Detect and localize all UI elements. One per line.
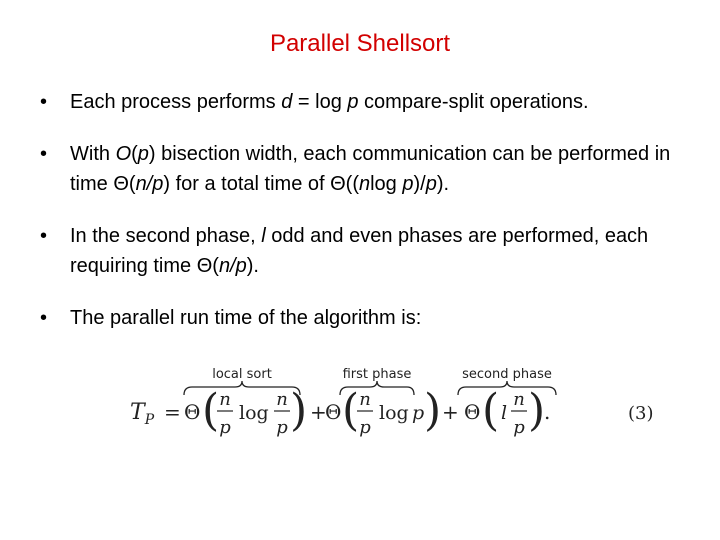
eq-num-n-3: n — [359, 389, 371, 410]
bullet-item — [0, 303, 700, 333]
bullet-italic-text: p — [425, 173, 437, 195]
bullet-dot: • — [40, 91, 48, 113]
eq-num-n-1: n — [219, 389, 231, 410]
eq-period: . — [544, 400, 551, 424]
bullet-text — [70, 225, 648, 277]
eq-paren-open-1: ( — [202, 385, 220, 436]
bullet-italic-text: O — [115, 143, 132, 165]
slide-title: Parallel Shellsort — [269, 30, 451, 57]
bullet-text-run: odd and even phases are performed, each requiring time Θ( — [70, 225, 649, 277]
bullet-text-run: With — [70, 143, 116, 165]
eq-paren-open-2: ( — [342, 385, 360, 436]
brace-label-first-phase: first phase — [342, 367, 412, 382]
bullet-text-run: In the second phase, — [70, 225, 262, 247]
bullet-item — [0, 87, 700, 117]
eq-paren-close-2: ) — [424, 385, 442, 436]
bullet-text-run: ). — [436, 173, 450, 195]
bullet-text-run: ) bisection width, each communication can be performed in time Θ( — [70, 143, 671, 195]
bullet-text-run: log — [370, 173, 403, 195]
eq-l: l — [501, 402, 508, 424]
eq-den-p-2: p — [276, 417, 288, 438]
eq-plus-2: + — [442, 400, 459, 424]
eq-paren-close-3: ) — [528, 385, 546, 436]
eq-den-p-1: p — [219, 417, 231, 438]
eq-num-n-2: n — [276, 389, 288, 410]
bullet-text-run: )/ — [413, 173, 426, 195]
eq-log-1: log — [239, 402, 269, 424]
bullet-text-run: The parallel run time of the algorithm is: — [70, 307, 422, 329]
bullet-italic-text: n — [358, 173, 371, 195]
bullet-text — [70, 307, 421, 329]
bullet-text-run: = log — [292, 91, 348, 113]
eq-log-2: log — [379, 402, 409, 424]
bullet-italic-text: l — [261, 225, 266, 247]
brace-label-local-sort: local sort — [212, 367, 272, 382]
bullet-text — [70, 91, 589, 113]
bullet-italic-text: p — [137, 143, 149, 165]
eq-den-p-4: p — [513, 417, 525, 438]
eq-theta-2: Θ — [325, 400, 342, 424]
eq-plus-1: + — [310, 400, 327, 424]
bullet-italic-text: d — [281, 91, 293, 113]
bullet-italic-text: p — [347, 91, 359, 113]
brace-label-second-phase: second phase — [462, 367, 552, 382]
eq-paren-open-3: ( — [482, 385, 500, 436]
bullet-dot: • — [40, 307, 48, 329]
eq-paren-close-1: ) — [290, 385, 308, 436]
bullet-dot: • — [40, 143, 48, 165]
bullet-text-run: ). — [246, 255, 259, 277]
bullet-list — [0, 87, 700, 355]
bullet-dot: • — [40, 225, 48, 247]
equation-number: (3) — [628, 403, 654, 424]
eq-lhs: $T_P$ — [130, 400, 155, 428]
runtime-equation — [120, 355, 680, 455]
bullet-italic-text: p — [402, 173, 414, 195]
eq-den-p-3: p — [359, 417, 371, 438]
eq-theta-3: Θ — [464, 400, 481, 424]
eq-p-after-log: p — [412, 402, 425, 424]
bullet-text-run: Each process performs — [70, 91, 282, 113]
bullet-text-run: compare-split operations. — [358, 91, 589, 113]
eq-num-n-4: n — [513, 389, 525, 410]
bullet-italic-text: n/p — [218, 255, 247, 277]
bullet-item — [0, 221, 700, 281]
eq-equals: = — [164, 400, 181, 424]
eq-theta-1: Θ — [184, 400, 201, 424]
bullet-text — [70, 143, 670, 195]
bullet-text-run: ) for a total time of Θ(( — [163, 173, 359, 195]
bullet-text-run: ( — [131, 143, 138, 165]
bullet-item — [0, 139, 700, 199]
bullet-italic-text: n/p — [135, 173, 164, 195]
